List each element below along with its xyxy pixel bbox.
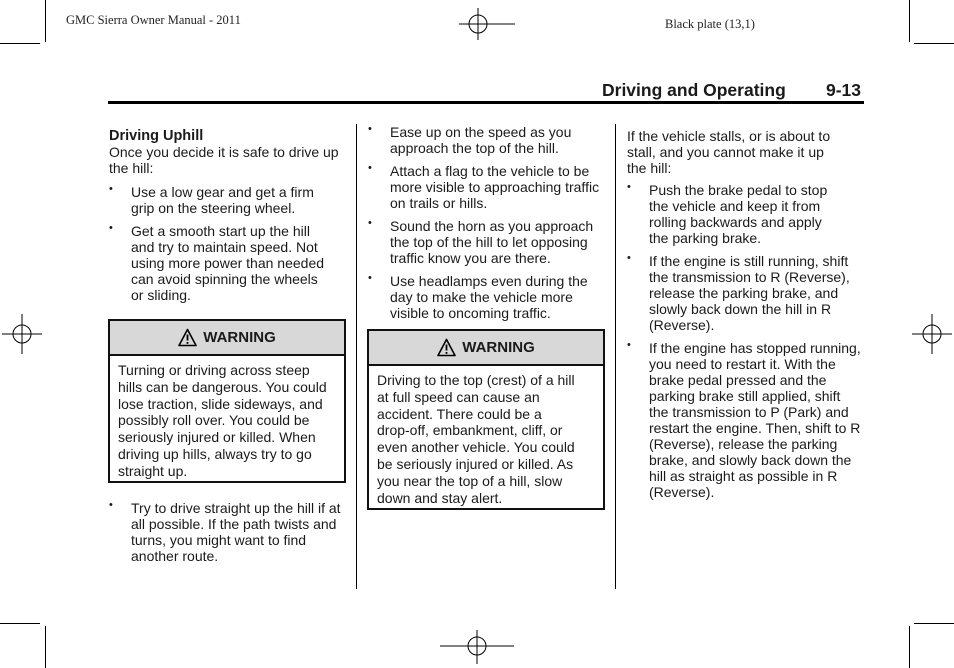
running-header-left: GMC Sierra Owner Manual - 2011 <box>66 13 241 27</box>
bullet-list <box>627 182 863 500</box>
crop-mark <box>914 623 954 624</box>
crop-mark <box>0 623 40 624</box>
column-1 <box>109 128 349 303</box>
list-item: • Try to drive straight up the hill if at all possible. If the path twists and turns, you might want to find another route. <box>109 500 349 564</box>
intro-text: If the vehicle stalls, or is about to stall, and you cannot make it up the hill: <box>627 128 831 176</box>
warning-triangle-icon <box>437 338 456 357</box>
warning-box <box>108 319 346 483</box>
header-rule <box>108 101 864 104</box>
bullet-list <box>109 184 349 303</box>
crop-mark <box>45 626 46 668</box>
column-divider <box>615 124 616 589</box>
registration-mark-icon <box>440 628 514 664</box>
column-divider <box>356 124 357 589</box>
list-item: • Ease up on the speed as you approach the top of the hill. <box>368 124 590 156</box>
bullet-list <box>368 124 608 321</box>
list-item: • Push the brake pedal to stop the vehicle and keep it from rolling backwards and apply the parking brake. <box>627 182 845 246</box>
warning-title: WARNING <box>203 329 276 346</box>
column-1-continued <box>109 500 349 564</box>
crop-mark <box>914 43 954 44</box>
warning-text: Turning or driving across steep hills can be dangerous. You could lose traction, slide sideways, and possibly roll over. You could be seriously injured or killed. When driving up hills, always try to go straight up. <box>118 362 327 479</box>
warning-box <box>367 329 605 510</box>
warning-title: WARNING <box>462 339 535 356</box>
warning-header <box>110 321 344 356</box>
crop-mark <box>45 0 46 42</box>
list-item: • Use headlamps even during the day to make the vehicle more visible to oncoming traffic. <box>368 273 602 321</box>
section-heading: Driving Uphill <box>109 128 204 144</box>
list-item: • Use a low gear and get a firm grip on the steering wheel. <box>109 184 331 216</box>
page-number: 9-13 <box>826 80 862 100</box>
list-item: • Attach a flag to the vehicle to be more visible to approaching traffic on trails or hills. <box>368 163 600 211</box>
crop-mark <box>909 626 910 668</box>
running-header-right: Black plate (13,1) <box>665 17 755 31</box>
warning-header <box>369 331 603 366</box>
registration-mark-icon <box>912 314 952 354</box>
warning-text: Driving to the top (crest) of a hill at full speed can cause an accident. There could be a drop-off, embankment, cliff, or even another vehicle. You could be seriously injured or killed. As you near the top of a hill, slow down and stay alert. <box>377 372 575 506</box>
section-title: Driving and Operating <box>602 80 786 100</box>
list-item: • If the engine has stopped running, you need to restart it. With the brake pedal pressed and the parking brake still applied, shift the transmission to P (Park) and restart the engine. Then, shift to R (Reverse), release the parking brake, and slowly back down the hill as straight as possible in R (Reverse). <box>627 340 863 500</box>
column-3 <box>627 128 863 500</box>
warning-triangle-icon <box>178 328 197 347</box>
registration-mark-icon <box>459 6 515 42</box>
bullet-list <box>109 500 349 564</box>
registration-mark-icon <box>2 314 42 354</box>
column-2 <box>368 124 608 321</box>
intro-text: Once you decide it is safe to drive up the hill: <box>109 144 339 176</box>
crop-mark <box>909 0 910 42</box>
page-header <box>602 80 786 101</box>
list-item: • Get a smooth start up the hill and try to maintain speed. Not using more power than needed can avoid spinning the wheels or sliding. <box>109 223 327 303</box>
list-item: • Sound the horn as you approach the top of the hill to let opposing traffic know you are there. <box>368 218 608 266</box>
crop-mark <box>0 43 40 44</box>
list-item: • If the engine is still running, shift the transmission to R (Reverse), release the parking brake, and slowly back down the hill in R (Reverse). <box>627 253 863 333</box>
